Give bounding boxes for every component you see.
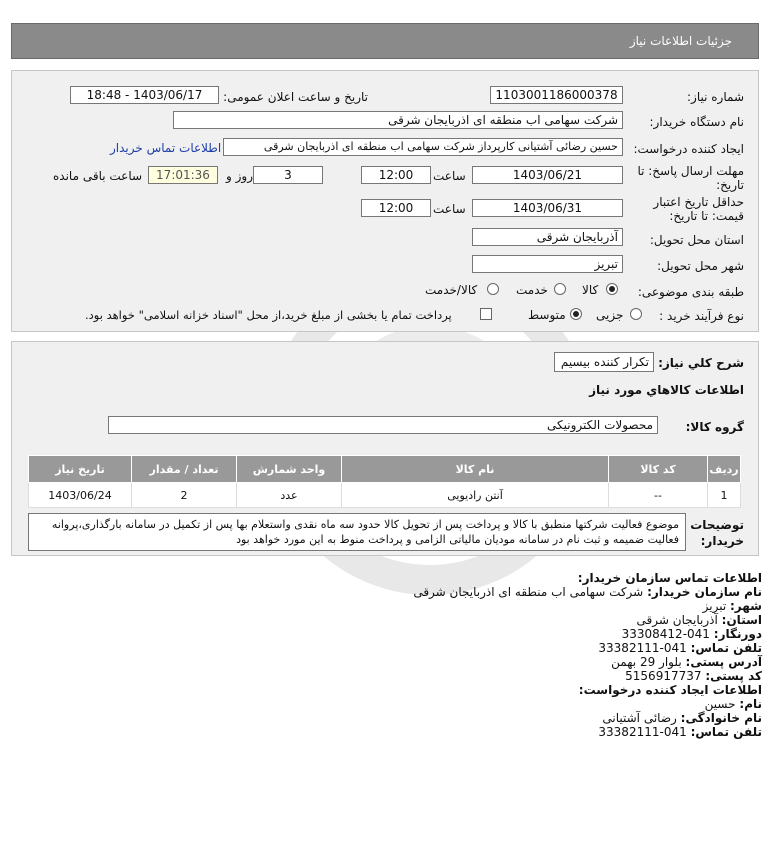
summary-label: شرح کلي نياز: <box>658 356 744 370</box>
validity-time-label: ساعت <box>433 202 466 216</box>
process-minor-label: جزیی <box>596 308 624 322</box>
days-label: روز و <box>226 169 253 183</box>
col-row-header: ردیف <box>708 456 741 483</box>
city-label: شهر محل تحویل: <box>657 259 744 273</box>
contact-buyer-name: نام سازمان خریدار: شرکت سهامی اب منطقه ای اذربایجان شرقی <box>413 585 762 599</box>
cell-code: -- <box>609 483 708 508</box>
buyer-org-label: نام دستگاه خریدار: <box>649 115 744 129</box>
contact-postal-code: کد پستی: 5156917737 <box>625 669 762 683</box>
col-qty-header: تعداد / مقدار <box>132 456 237 483</box>
buyer-notes-label-2: خریدار: <box>700 534 744 548</box>
creator-field: حسین رضائی آشتیانی کارپرداز شرکت سهامی اب منطقه ای اذربایجان شرقی <box>223 138 623 156</box>
creator-first-name: نام: حسین <box>704 697 762 711</box>
announce-label: تاریخ و ساعت اعلان عمومی: <box>223 90 368 104</box>
cell-date: 1403/06/24 <box>29 483 132 508</box>
page-title: جزئیات اطلاعات نیاز <box>629 34 732 48</box>
category-service-label: خدمت <box>516 283 548 297</box>
category-goods-label: کالا <box>582 283 599 297</box>
announce-field: 1403/06/17 - 18:48 <box>70 86 219 104</box>
category-label: طبقه بندی موضوعی: <box>637 285 744 299</box>
contact-province: استان: آذربایجان شرقی <box>636 613 762 627</box>
col-code-header: کد کالا <box>609 456 708 483</box>
cell-name: آنتن رادیویی <box>342 483 609 508</box>
process-label: نوع فرآیند خرید : <box>659 309 744 323</box>
process-medium-label: متوسط <box>528 308 566 322</box>
summary-field: تکرار کننده بیسیم <box>554 352 654 372</box>
category-both-label: کالا/خدمت <box>425 283 478 297</box>
deadline-date-field: 1403/06/21 <box>472 166 623 184</box>
need-number-label: شماره نیاز: <box>687 90 744 104</box>
need-number-field: 1103001186000378 <box>490 86 623 104</box>
validity-date-field: 1403/06/31 <box>472 199 623 217</box>
contact-phone: تلفن تماس: 041-33382111 <box>598 641 762 655</box>
remaining-label: ساعت باقی مانده <box>53 169 143 183</box>
buyer-notes-label: توضیحات <box>690 518 744 532</box>
goods-group-label: گروه کالا: <box>685 420 744 434</box>
contact-title: اطلاعات تماس سازمان خریدار: <box>577 571 762 585</box>
validity-label-2: قیمت: تا تاریخ: <box>669 209 744 223</box>
table-header-row <box>29 456 741 483</box>
treasury-payment-checkbox[interactable] <box>480 308 492 320</box>
goods-info-title: اطلاعات کالاهاي مورد نياز <box>589 383 744 397</box>
creator-phone: تلفن تماس: 041-33382111 <box>598 725 762 739</box>
process-medium-radio[interactable] <box>570 308 582 320</box>
deadline-time-field: 12:00 <box>361 166 431 184</box>
city-field: تبریز <box>472 255 623 273</box>
col-date-header: تاریخ نیاز <box>29 456 132 483</box>
cell-unit: عدد <box>237 483 342 508</box>
contact-address: آدرس پستی: بلوار 29 بهمن <box>611 655 762 669</box>
province-label: استان محل تحویل: <box>649 233 744 247</box>
days-remaining-field: 3 <box>253 166 323 184</box>
creator-info-title: اطلاعات ایجاد کننده درخواست: <box>578 683 762 697</box>
page-header <box>11 23 759 59</box>
cell-row: 1 <box>708 483 741 508</box>
buyer-contact-link[interactable]: اطلاعات تماس خریدار <box>110 141 222 155</box>
process-minor-radio[interactable] <box>630 308 642 320</box>
creator-label: ایجاد کننده درخواست: <box>633 142 744 156</box>
deadline-label-2: تاریخ: <box>716 178 744 192</box>
payment-note: پرداخت تمام یا بخشی از مبلغ خرید،از محل "اسناد خزانه اسلامی" خواهد بود. <box>85 308 452 322</box>
province-field: آذربایجان شرقی <box>472 228 623 246</box>
goods-table <box>28 455 741 508</box>
contact-fax: دورنگار: 041-33308412 <box>621 627 762 641</box>
validity-label: حداقل تاریخ اعتبار <box>653 195 744 209</box>
creator-last-name: نام خانوادگی: رضائی آشتیانی <box>602 711 762 725</box>
cell-qty: 2 <box>132 483 237 508</box>
table-row <box>29 483 741 508</box>
col-name-header: نام کالا <box>342 456 609 483</box>
goods-group-field: محصولات الکترونیکی <box>108 416 658 434</box>
category-goods-radio[interactable] <box>606 283 618 295</box>
remaining-time-field: 17:01:36 <box>148 166 218 184</box>
category-both-radio[interactable] <box>487 283 499 295</box>
buyer-notes-text: موضوع فعالیت شرکتها منطبق با کالا و پرداخت پس از تحویل کالا حدود سه ماه نقدی واستعلام بها پس از تکمیل در سامانه بارگذاری،پروانه فعالیت ضمیمه و ثبت نام در سامانه مودیان مالیاتی الزامی و پرداخت منوط به این مورد خواهد بود <box>28 513 686 551</box>
deadline-time-label: ساعت <box>433 169 466 183</box>
deadline-label: مهلت ارسال پاسخ: تا <box>637 164 744 178</box>
validity-time-field: 12:00 <box>361 199 431 217</box>
col-unit-header: واحد شمارش <box>237 456 342 483</box>
contact-city: شهر: تبریز <box>702 599 762 613</box>
category-service-radio[interactable] <box>554 283 566 295</box>
buyer-org-field: شرکت سهامی اب منطقه ای اذربایجان شرقی <box>173 111 623 129</box>
